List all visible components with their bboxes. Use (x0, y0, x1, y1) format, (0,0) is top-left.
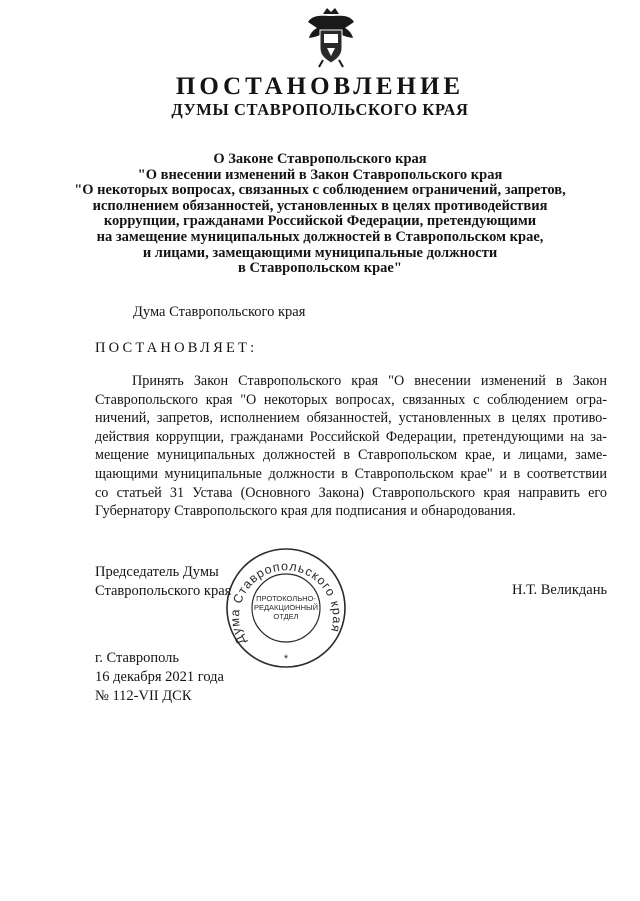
coat-of-arms-icon (303, 4, 359, 70)
body-line: действия коррупции, гражданами Российской Федерации, претендующими на за- (95, 428, 607, 445)
stamp-center-line: РЕДАКЦИОННЫЙ (253, 603, 319, 612)
resolution-body (95, 372, 607, 521)
position-line: Председатель Думы (95, 564, 219, 580)
body-line: Принять Закон Ставропольского края "О внесении изменений в Закон (132, 373, 607, 389)
law-title-line: О Законе Ставропольского края (213, 151, 427, 167)
date: 16 декабря 2021 года (95, 669, 224, 685)
law-title (60, 152, 580, 277)
law-title-line: и лицами, замещающими муниципальные должности (142, 244, 498, 261)
body-line: мещение муниципальных должностей в Ставропольском крае, и лицами, заме- (95, 447, 607, 464)
stamp-ring-text: Дума Ставропольского края (227, 559, 345, 647)
preamble: Дума Ставропольского края (133, 304, 306, 320)
body-line: со статьей 31 Устава (Основного Закона) Ставропольского края направить его (95, 484, 607, 501)
city: г. Ставрополь (95, 650, 180, 666)
stamp-center-line: ОТДЕЛ (273, 612, 299, 621)
body-line: Губернатору Ставропольского края для подписания и обнародования. (95, 503, 516, 520)
position-line: Ставропольского края (95, 583, 232, 599)
body-line: ничений, запретов, исполнением обязанностей, установленных в целях противо- (95, 410, 607, 427)
document-number: № 112-VII ДСК (95, 688, 192, 704)
body-line: Ставропольского края "О некоторых вопросах, связанных с соблюдением огра- (95, 391, 607, 408)
law-title-line: в Ставропольском крае" (238, 260, 402, 277)
body-line: щающими муниципальные должности в Ставропольском крае" и в соответствии (95, 465, 607, 482)
official-stamp (224, 546, 348, 670)
law-title-line: "О внесении изменений в Закон Ставропольского края (137, 166, 503, 183)
law-title-line: "О некоторых вопросах, связанных с соблюдением ограничений, запретов, (74, 182, 566, 199)
signatory-name: Н.Т. Великдань (512, 582, 608, 598)
law-title-line: исполнением обязанностей, установленных в целях противодействия (92, 197, 548, 214)
stamp-center-line: ПРОТОКОЛЬНО- (256, 594, 316, 603)
document-title: ПОСТАНОВЛЕНИЕ (175, 73, 465, 100)
law-title-line: коррупции, гражданами Российской Федерации, претендующими (103, 213, 537, 230)
place-date-number (95, 649, 224, 706)
law-title-line: на замещение муниципальных должностей в Ставропольском крае, (96, 228, 544, 245)
stamp-star: * (283, 653, 289, 665)
resolves-heading: ПОСТАНОВЛЯЕТ: (95, 340, 258, 356)
document-subtitle: ДУМЫ СТАВРОПОЛЬСКОГО КРАЯ (171, 100, 469, 119)
signatory-position (95, 563, 231, 601)
